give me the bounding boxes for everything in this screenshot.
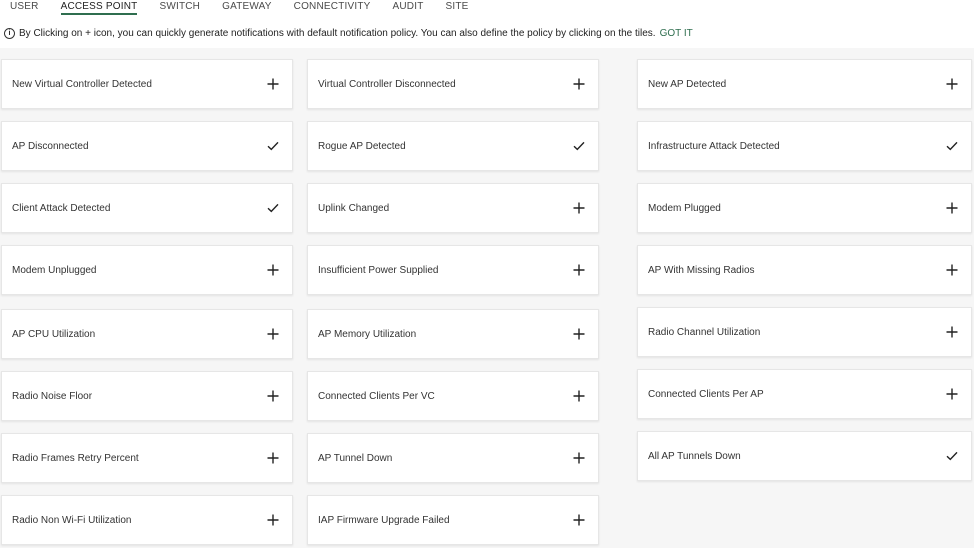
tile-label: AP Tunnel Down xyxy=(318,452,393,464)
check-icon[interactable] xyxy=(945,449,959,463)
tile-label: New AP Detected xyxy=(648,78,727,90)
plus-icon[interactable] xyxy=(266,451,280,465)
category-tabs xyxy=(0,0,974,18)
tile-insufficient-power-supplied[interactable] xyxy=(307,245,599,295)
tile-label: Virtual Controller Disconnected xyxy=(318,78,456,90)
tile-all-ap-tunnels-down[interactable] xyxy=(637,431,972,481)
plus-icon[interactable] xyxy=(945,387,959,401)
plus-icon[interactable] xyxy=(572,201,586,215)
tab-connectivity[interactable]: CONNECTIVITY xyxy=(293,1,371,12)
tile-label: Client Attack Detected xyxy=(12,202,111,214)
tile-label: Connected Clients Per AP xyxy=(648,388,764,400)
tile-infrastructure-attack-detected[interactable] xyxy=(637,121,972,171)
tile-label: Radio Noise Floor xyxy=(12,390,93,402)
tile-label: AP With Missing Radios xyxy=(648,264,755,276)
tile-new-ap-detected[interactable] xyxy=(637,59,972,109)
plus-icon[interactable] xyxy=(572,327,586,341)
tile-label: All AP Tunnels Down xyxy=(648,450,741,462)
tile-radio-frames-retry-percent[interactable] xyxy=(1,433,293,483)
tile-label: IAP Firmware Upgrade Failed xyxy=(318,514,450,526)
tab-site[interactable]: SITE xyxy=(445,1,469,12)
check-icon[interactable] xyxy=(945,139,959,153)
tile-rogue-ap-detected[interactable] xyxy=(307,121,599,171)
tile-label: AP CPU Utilization xyxy=(12,328,96,340)
tile-virtual-controller-disconnected[interactable] xyxy=(307,59,599,109)
tile-ap-cpu-utilization[interactable] xyxy=(1,309,293,359)
tile-label: Radio Channel Utilization xyxy=(648,326,761,338)
tile-radio-noise-floor[interactable] xyxy=(1,371,293,421)
tile-label: AP Memory Utilization xyxy=(318,328,417,340)
info-banner xyxy=(0,18,974,48)
tile-label: Uplink Changed xyxy=(318,202,390,214)
plus-icon[interactable] xyxy=(945,201,959,215)
tile-label: AP Disconnected xyxy=(12,140,89,152)
tab-access-point[interactable]: ACCESS POINT xyxy=(61,0,138,15)
tile-radio-non-wi-fi-utilization[interactable] xyxy=(1,495,293,545)
tile-radio-channel-utilization[interactable] xyxy=(637,307,972,357)
tile-ap-disconnected[interactable] xyxy=(1,121,293,171)
plus-icon[interactable] xyxy=(945,325,959,339)
plus-icon[interactable] xyxy=(266,513,280,527)
check-icon[interactable] xyxy=(572,139,586,153)
tile-modem-plugged[interactable] xyxy=(637,183,972,233)
tile-client-attack-detected[interactable] xyxy=(1,183,293,233)
plus-icon[interactable] xyxy=(945,77,959,91)
check-icon[interactable] xyxy=(266,139,280,153)
plus-icon[interactable] xyxy=(266,77,280,91)
tile-label: Radio Non Wi-Fi Utilization xyxy=(12,514,132,526)
tile-label: Insufficient Power Supplied xyxy=(318,264,439,276)
plus-icon[interactable] xyxy=(945,263,959,277)
tile-uplink-changed[interactable] xyxy=(307,183,599,233)
tile-ap-memory-utilization[interactable] xyxy=(307,309,599,359)
tile-label: New Virtual Controller Detected xyxy=(12,78,152,90)
plus-icon[interactable] xyxy=(266,389,280,403)
tile-ap-tunnel-down[interactable] xyxy=(307,433,599,483)
got-it-button[interactable]: GOT IT xyxy=(659,27,693,39)
tile-connected-clients-per-vc[interactable] xyxy=(307,371,599,421)
tile-label: Modem Unplugged xyxy=(12,264,97,276)
info-icon: i xyxy=(4,28,15,39)
plus-icon[interactable] xyxy=(572,263,586,277)
tile-connected-clients-per-ap[interactable] xyxy=(637,369,972,419)
tile-label: Rogue AP Detected xyxy=(318,140,406,152)
plus-icon[interactable] xyxy=(572,77,586,91)
tile-new-virtual-controller-detected[interactable] xyxy=(1,59,293,109)
plus-icon[interactable] xyxy=(572,513,586,527)
plus-icon[interactable] xyxy=(266,327,280,341)
tile-iap-firmware-upgrade-failed[interactable] xyxy=(307,495,599,545)
tile-ap-with-missing-radios[interactable] xyxy=(637,245,972,295)
plus-icon[interactable] xyxy=(266,263,280,277)
tab-gateway[interactable]: GATEWAY xyxy=(222,1,272,12)
tile-label: Modem Plugged xyxy=(648,202,721,214)
tab-audit[interactable]: AUDIT xyxy=(392,1,424,12)
tile-modem-unplugged[interactable] xyxy=(1,245,293,295)
tile-label: Infrastructure Attack Detected xyxy=(648,140,780,152)
tab-user[interactable]: USER xyxy=(10,1,39,12)
tile-label: Radio Frames Retry Percent xyxy=(12,452,139,464)
tile-label: Connected Clients Per VC xyxy=(318,390,435,402)
tab-switch[interactable]: SWITCH xyxy=(159,1,201,12)
plus-icon[interactable] xyxy=(572,389,586,403)
check-icon[interactable] xyxy=(266,201,280,215)
info-message: By Clicking on + icon, you can quickly generate notifications with default notification policy. You can also define the policy by clicking on the tiles. xyxy=(19,27,656,39)
plus-icon[interactable] xyxy=(572,451,586,465)
